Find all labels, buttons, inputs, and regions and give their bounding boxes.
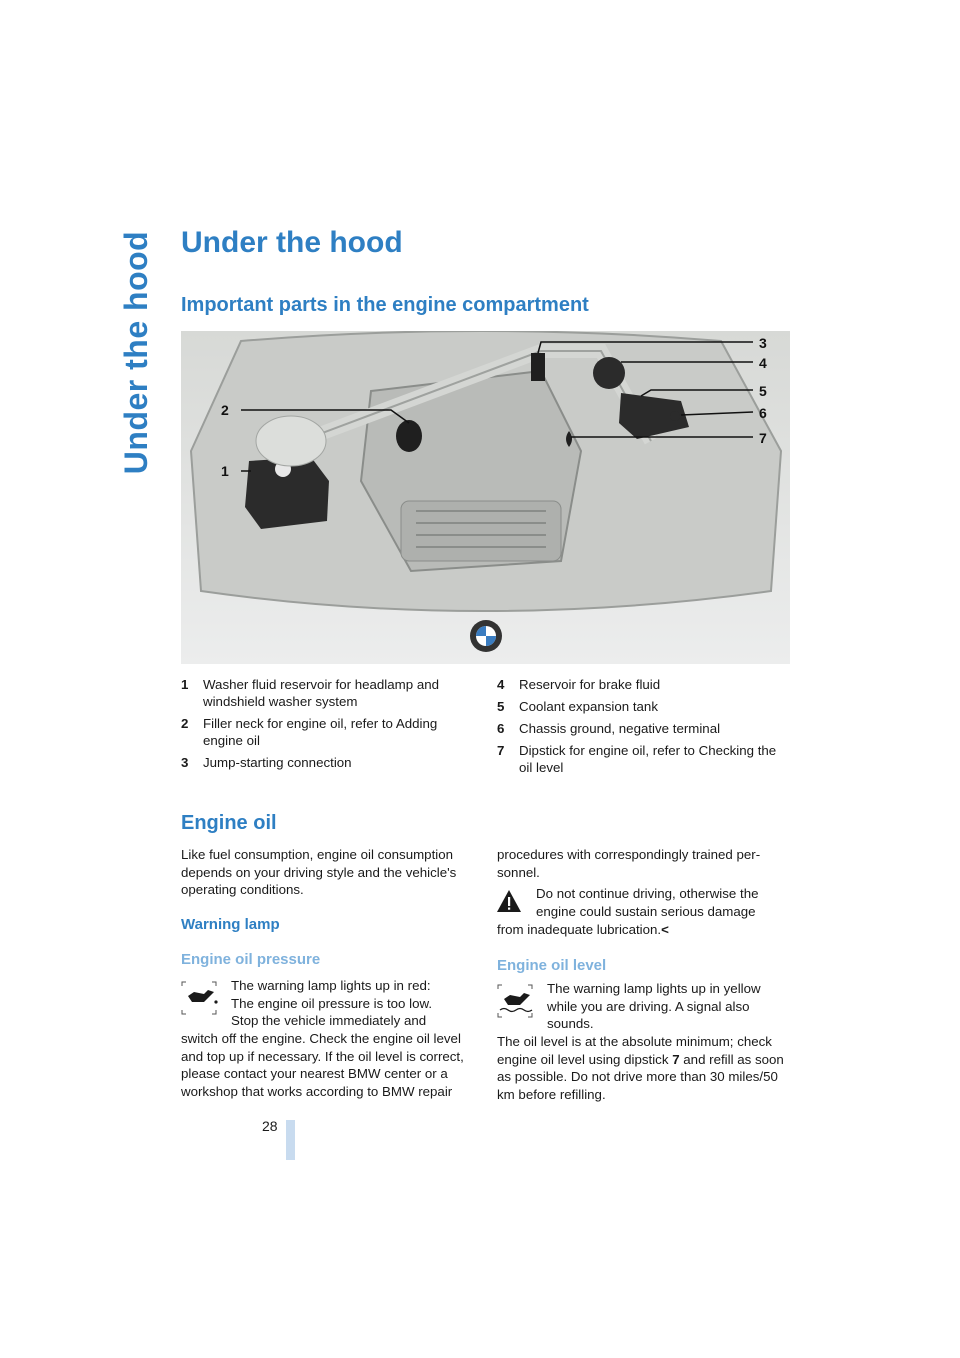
pressure-text: switch off the engine. Check the engine oil level and top up if necessary. If the oil level is correct, please contact your nearest BMW center or a workshop that works according to BMW repair bbox=[181, 1031, 464, 1099]
legend-text: Jump-starting connection bbox=[203, 755, 352, 770]
legend-item bbox=[181, 676, 471, 710]
legend-num: 1 bbox=[181, 677, 189, 692]
pressure-lines bbox=[231, 977, 471, 1030]
legend-item bbox=[497, 742, 787, 776]
legend-text: Washer fluid reservoir for headlamp and windshield washer system bbox=[203, 677, 440, 709]
callout-7: 7 bbox=[759, 430, 767, 446]
pressure-line: The engine oil pressure is too low. bbox=[231, 995, 433, 1011]
callout-3: 3 bbox=[759, 335, 767, 351]
pressure-cont-text: procedures with correspondingly trained per-sonnel. bbox=[497, 847, 761, 880]
level-lines bbox=[547, 980, 787, 1033]
legend-text: Dipstick for engine oil, refer to Checking the oil level bbox=[519, 743, 777, 775]
legend-num: 4 bbox=[497, 677, 505, 692]
warning-lines bbox=[536, 885, 786, 920]
page-number: 28 bbox=[262, 1118, 278, 1134]
level-line: while you are driving. A signal also bbox=[547, 998, 750, 1014]
callout-1: 1 bbox=[221, 463, 229, 479]
level-line: sounds. bbox=[547, 1016, 594, 1032]
legend-text: Reservoir for brake fluid bbox=[519, 677, 661, 692]
warning-line: engine could sustain serious damage bbox=[536, 903, 756, 919]
engine-compartment-figure bbox=[181, 331, 790, 664]
legend-right bbox=[497, 676, 787, 781]
page-title: Under the hood bbox=[181, 226, 403, 259]
warning-body bbox=[497, 921, 787, 939]
level-body bbox=[497, 1033, 787, 1103]
pressure-line: The warning lamp lights up in red: bbox=[231, 978, 431, 993]
legend-item bbox=[181, 754, 471, 771]
legend-num: 6 bbox=[497, 721, 505, 736]
legend-item bbox=[497, 676, 787, 693]
dipstick-ref: 7 bbox=[672, 1051, 680, 1067]
legend-num: 5 bbox=[497, 699, 505, 714]
page-marker-bar bbox=[286, 1120, 295, 1160]
callout-4: 4 bbox=[759, 355, 767, 371]
side-header bbox=[112, 232, 162, 472]
legend-num: 7 bbox=[497, 743, 505, 758]
warning-lamp-heading: Warning lamp bbox=[181, 916, 280, 933]
oil-level-lamp-icon bbox=[496, 983, 554, 1019]
legend-item bbox=[497, 698, 787, 715]
side-header-text: Under the hood bbox=[118, 230, 155, 474]
legend-text: Filler neck for engine oil, refer to Adding engine oil bbox=[203, 716, 438, 748]
callout-5: 5 bbox=[759, 383, 767, 399]
warning-line: Do not continue driving, otherwise the bbox=[536, 886, 759, 901]
legend-left bbox=[181, 676, 471, 776]
legend-text: Coolant expansion tank bbox=[519, 699, 658, 714]
section-title: Important parts in the engine compartment bbox=[181, 294, 589, 316]
pressure-line: Stop the vehicle immediately and bbox=[231, 1013, 427, 1029]
level-text-2: and refill as soon as possible. Do not drive more than 30 miles/50 km before refilling. bbox=[497, 1051, 784, 1102]
pressure-continued bbox=[497, 846, 787, 881]
oil-level-heading: Engine oil level bbox=[497, 957, 607, 974]
engine-illustration bbox=[181, 331, 790, 664]
warning-text: from inadequate lubrication. bbox=[497, 922, 662, 937]
warning-triangle-icon bbox=[496, 889, 522, 913]
legend-num: 2 bbox=[181, 716, 189, 731]
callout-6: 6 bbox=[759, 405, 767, 421]
engine-oil-intro bbox=[181, 846, 471, 899]
level-line: The warning lamp lights up in yellow bbox=[547, 981, 761, 996]
legend-item bbox=[181, 715, 471, 749]
legend-item bbox=[497, 720, 787, 737]
pressure-body bbox=[181, 1030, 471, 1100]
intro-text: Like fuel consumption, engine oil consumption depends on your driving style and the vehicle's operating conditions. bbox=[181, 847, 457, 898]
oil-pressure-lamp-icon bbox=[180, 980, 238, 1016]
level-text-1: The oil level is at the absolute minimum; check engine oil level using dipstick bbox=[497, 1034, 772, 1067]
callout-2: 2 bbox=[221, 402, 229, 418]
engine-oil-heading: Engine oil bbox=[181, 812, 277, 834]
oil-pressure-heading: Engine oil pressure bbox=[181, 951, 321, 968]
legend-text: Chassis ground, negative terminal bbox=[519, 721, 721, 736]
legend-num: 3 bbox=[181, 755, 189, 770]
end-mark: < bbox=[661, 922, 669, 937]
